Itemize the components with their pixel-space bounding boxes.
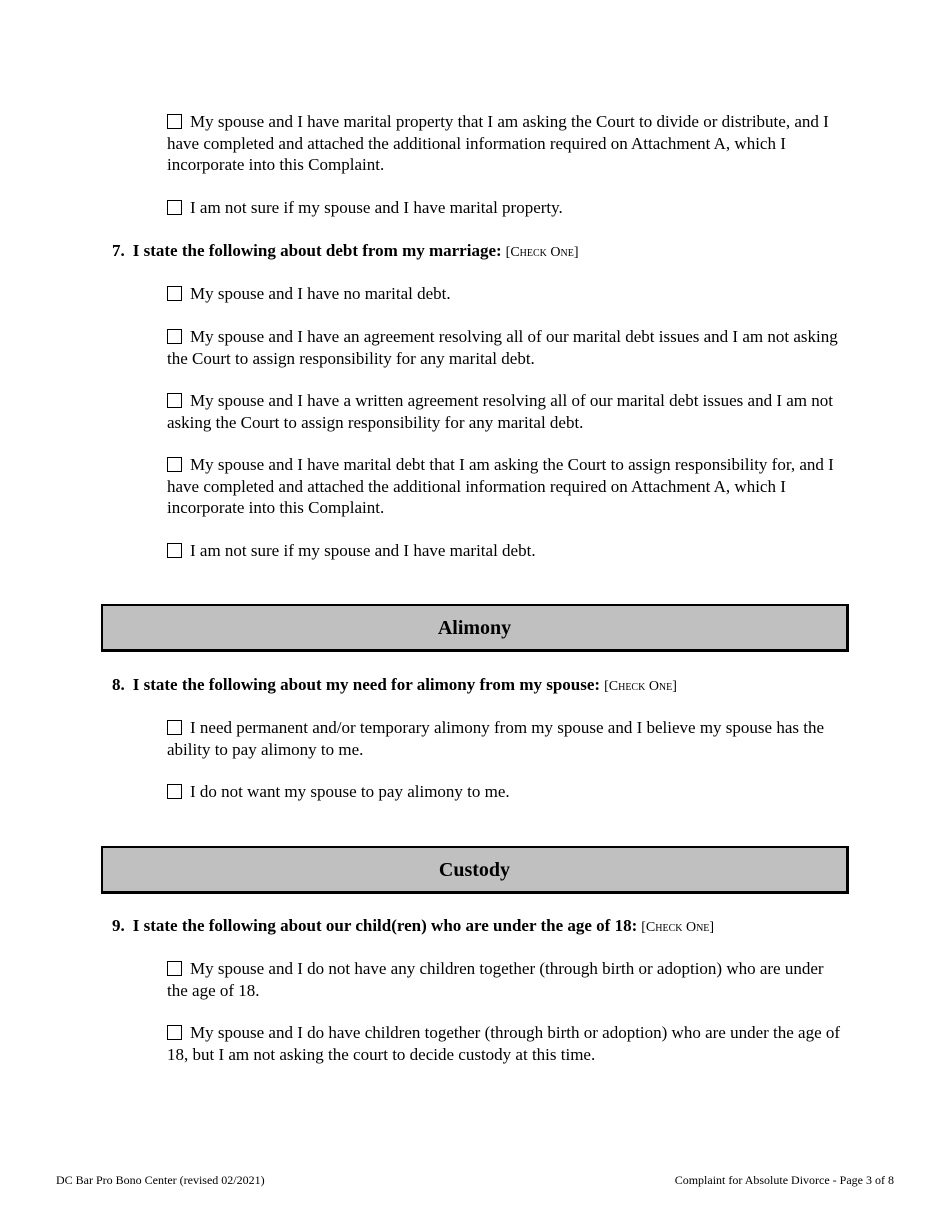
question-text: I state the following about debt from my marriage: xyxy=(132,241,502,260)
footer-page-info: Complaint for Absolute Divorce - Page 3 of 8 xyxy=(674,1173,894,1187)
option-text: My spouse and I have no marital debt. xyxy=(190,284,451,303)
question-number: 8. xyxy=(112,675,125,694)
option-text: I do not want my spouse to pay alimony to me. xyxy=(190,782,510,801)
debt-written-agreement-checkbox[interactable] xyxy=(167,393,182,408)
option-text: My spouse and I have marital debt that I am asking the Court to assign responsibility for, and I have completed and attached the additional information required on Attachment A, which I incorporate into this Complaint. xyxy=(167,455,834,517)
section-header-alimony: Alimony xyxy=(101,604,849,652)
debt-option-agreement xyxy=(167,326,847,369)
question-number: 7. xyxy=(112,241,125,260)
debt-option-not-sure xyxy=(167,540,847,562)
debt-assign-checkbox[interactable] xyxy=(167,457,182,472)
check-one-note: [Check One] xyxy=(505,245,579,260)
debt-none-checkbox[interactable] xyxy=(167,286,182,301)
option-text: My spouse and I have a written agreement resolving all of our marital debt issues and I am not asking the Court to assign responsibility for any marital debt. xyxy=(167,391,833,432)
alimony-option-do-not-want xyxy=(167,781,847,803)
check-one-note: [Check One] xyxy=(641,920,715,935)
alimony-do-not-want-checkbox[interactable] xyxy=(167,784,182,799)
alimony-need-checkbox[interactable] xyxy=(167,720,182,735)
question-text: I state the following about our child(ren) who are under the age of 18: xyxy=(132,916,638,935)
children-not-asking-checkbox[interactable] xyxy=(167,1025,182,1040)
children-none-checkbox[interactable] xyxy=(167,961,182,976)
check-one-note: [Check One] xyxy=(604,679,677,694)
question-9 xyxy=(112,915,714,939)
children-option-none xyxy=(167,958,847,1001)
question-number: 9. xyxy=(112,916,125,935)
question-7 xyxy=(112,240,579,264)
debt-option-assign xyxy=(167,454,847,519)
option-text: I am not sure if my spouse and I have marital property. xyxy=(190,198,563,217)
option-text: My spouse and I do not have any children together (through birth or adoption) who are under the age of 18. xyxy=(167,959,824,1000)
property-divide-checkbox[interactable] xyxy=(167,114,182,129)
property-option-not-sure xyxy=(167,197,847,219)
footer-left: DC Bar Pro Bono Center (revised 02/2021) xyxy=(56,1173,265,1187)
property-option-divide xyxy=(167,111,847,176)
option-text: I need permanent and/or temporary alimony from my spouse and I believe my spouse has the ability to pay alimony to me. xyxy=(167,718,825,759)
question-8 xyxy=(112,674,677,698)
alimony-option-need xyxy=(167,717,847,760)
question-text: I state the following about my need for alimony from my spouse: xyxy=(132,675,601,694)
debt-option-none xyxy=(167,283,847,305)
debt-option-written-agreement xyxy=(167,390,847,433)
debt-not-sure-checkbox[interactable] xyxy=(167,543,182,558)
debt-agreement-checkbox[interactable] xyxy=(167,329,182,344)
option-text: I am not sure if my spouse and I have marital debt. xyxy=(190,541,536,560)
property-not-sure-checkbox[interactable] xyxy=(167,200,182,215)
option-text: My spouse and I have an agreement resolving all of our marital debt issues and I am not asking the Court to assign responsibility for any marital debt. xyxy=(167,327,838,368)
children-option-not-asking xyxy=(167,1022,847,1065)
option-text: My spouse and I have marital property that I am asking the Court to divide or distribute, and I have completed and attached the additional information required on Attachment A, which I incorporate into this Complaint. xyxy=(167,112,829,174)
section-header-custody: Custody xyxy=(101,846,849,894)
option-text: My spouse and I do have children together (through birth or adoption) who are under the age of 18, but I am not asking the court to decide custody at this time. xyxy=(167,1023,841,1064)
